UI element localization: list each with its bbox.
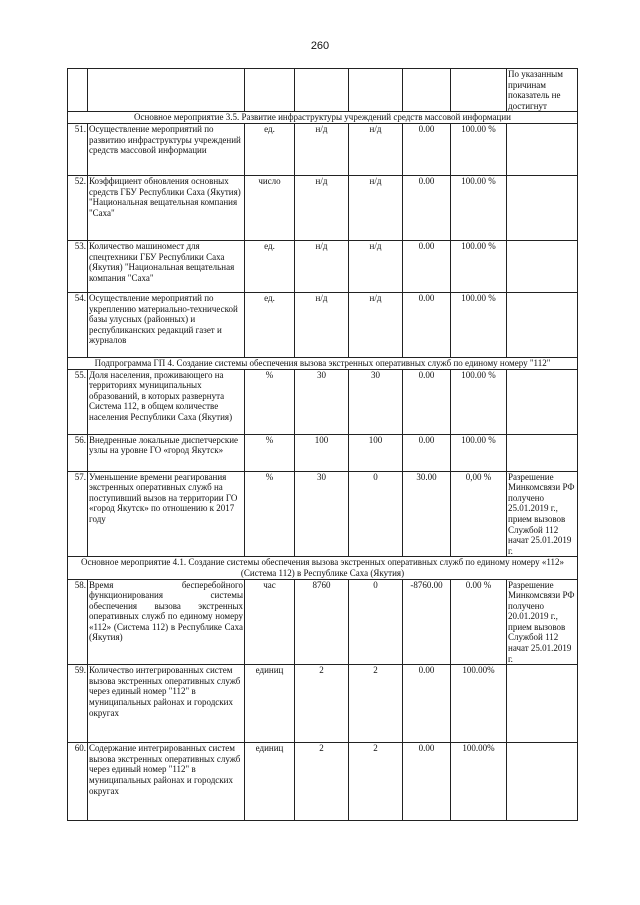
note-cell: [507, 240, 578, 292]
percent-value: 100.00%: [451, 743, 507, 821]
table-row: [68, 69, 578, 112]
fact-value: н/д: [349, 240, 403, 292]
page-number: 260: [310, 40, 330, 52]
section-row: [68, 357, 578, 369]
indicator-name: Время бесперебойного функционирования системы обеспечения вызова экстренных оперативных служб по единому номеру «112» (Система 112) в Республике Саха (Якутия): [88, 579, 245, 665]
row-number: 56.: [68, 434, 88, 471]
plan-value: н/д: [295, 292, 349, 357]
section-title: Основное мероприятие 4.1. Создание системы обеспечения вызова экстренных оперативных служб по единому номеру «112» (Система 112) в Республике Саха (Якутия): [68, 557, 578, 579]
row-number: 60.: [68, 743, 88, 821]
indicator-name: Осуществление мероприятий по укреплению материально-технической базы улусных (районных) и республиканских редакций газет и журналов: [88, 292, 245, 357]
deviation-value: 0.00: [403, 123, 451, 175]
unit-cell: число: [245, 175, 295, 240]
table-row: [68, 123, 578, 175]
percent-value: 100.00 %: [451, 240, 507, 292]
note-cell: [507, 292, 578, 357]
note-cell: [507, 369, 578, 434]
note-cell: [507, 743, 578, 821]
fact-value: 100: [349, 434, 403, 471]
deviation-value: -8760.00: [403, 579, 451, 665]
unit-cell: %: [245, 369, 295, 434]
row-number: 53.: [68, 240, 88, 292]
fact-value: н/д: [349, 123, 403, 175]
percent-value: 0,00 %: [451, 471, 507, 557]
row-number: 59.: [68, 665, 88, 743]
plan-value: н/д: [295, 123, 349, 175]
deviation-value: 0.00: [403, 434, 451, 471]
unit-cell: ед.: [245, 292, 295, 357]
fact-value: 30: [349, 369, 403, 434]
deviation-value: 0.00: [403, 665, 451, 743]
deviation-value: 0.00: [403, 369, 451, 434]
section-row: [68, 557, 578, 579]
plan-value: 8760: [295, 579, 349, 665]
deviation-value: 0.00: [403, 240, 451, 292]
table-row: [68, 665, 578, 743]
fact-value: 0: [349, 579, 403, 665]
plan-value: н/д: [295, 175, 349, 240]
indicator-name: Осуществление мероприятий по развитию инфраструктуры учреждений средств массовой информации: [88, 123, 245, 175]
percent-value: 100.00 %: [451, 434, 507, 471]
note-cell: По указанным причинам показатель не достигнут: [507, 69, 578, 112]
indicator-name: Внедренные локальные диспетчерские узлы на уровне ГО «город Якутск»: [88, 434, 245, 471]
indicator-name: Содержание интегрированных систем вызова экстренных оперативных служб через единый номер "112" в муниципальных районах и городских округах: [88, 743, 245, 821]
plan-value: 2: [295, 743, 349, 821]
note-cell: [507, 434, 578, 471]
row-number: 54.: [68, 292, 88, 357]
unit-cell: ед.: [245, 123, 295, 175]
fact-value: 2: [349, 665, 403, 743]
percent-value: 100.00 %: [451, 292, 507, 357]
indicator-name: Количество интегрированных систем вызова экстренных оперативных служб через единый номер "112" в муниципальных районах и городских округах: [88, 665, 245, 743]
table-row: [68, 292, 578, 357]
unit-cell: час: [245, 579, 295, 665]
table-row: [68, 240, 578, 292]
table-row: [68, 471, 578, 557]
unit-cell: единиц: [245, 665, 295, 743]
table-row: [68, 743, 578, 821]
deviation-value: 0.00: [403, 175, 451, 240]
row-number: 55.: [68, 369, 88, 434]
indicator-name: Доля населения, проживающего на территориях муниципальных образований, в которых развернута Система 112, в общем количестве населения Республики Саха (Якутия): [88, 369, 245, 434]
fact-value: 0: [349, 471, 403, 557]
table-row: [68, 175, 578, 240]
row-number: 57.: [68, 471, 88, 557]
percent-value: 100.00 %: [451, 175, 507, 240]
section-title: Подпрограмма ГП 4. Создание системы обеспечения вызова экстренных оперативных служб по единому номеру "112": [68, 357, 578, 369]
plan-value: 2: [295, 665, 349, 743]
table-row: [68, 369, 578, 434]
unit-cell: единиц: [245, 743, 295, 821]
fact-value: н/д: [349, 175, 403, 240]
note-cell: [507, 665, 578, 743]
row-number: 58.: [68, 579, 88, 665]
unit-cell: ед.: [245, 240, 295, 292]
note-cell: [507, 123, 578, 175]
table-row: [68, 579, 578, 665]
deviation-value: 30.00: [403, 471, 451, 557]
indicator-name: Уменьшение времени реагирования экстренных оперативных служб на поступивший вызов на территории ГО «город Якутск» по отношению к 2017 году: [88, 471, 245, 557]
percent-value: 100.00 %: [451, 369, 507, 434]
indicators-table: [67, 68, 578, 821]
plan-value: 30: [295, 369, 349, 434]
percent-value: 0.00 %: [451, 579, 507, 665]
percent-value: 100.00%: [451, 665, 507, 743]
note-cell: Разрешение Минкомсвязи РФ получено 20.01.2019 г., прием вызовов Службой 112 начат 25.01.2019 г.: [507, 579, 578, 665]
unit-cell: %: [245, 471, 295, 557]
section-row: [68, 112, 578, 124]
indicator-name: Количество машиномест для спецтехники ГБУ Республики Саха (Якутия) "Национальная вещательная компания "Саха": [88, 240, 245, 292]
row-number: 52.: [68, 175, 88, 240]
plan-value: 100: [295, 434, 349, 471]
unit-cell: %: [245, 434, 295, 471]
fact-value: 2: [349, 743, 403, 821]
plan-value: 30: [295, 471, 349, 557]
plan-value: н/д: [295, 240, 349, 292]
fact-value: н/д: [349, 292, 403, 357]
row-number: 51.: [68, 123, 88, 175]
table-row: [68, 434, 578, 471]
deviation-value: 0.00: [403, 292, 451, 357]
note-cell: Разрешение Минкомсвязи РФ получено 25.01.2019 г., прием вызовов Службой 112 начат 25.01.2019 г.: [507, 471, 578, 557]
note-cell: [507, 175, 578, 240]
indicator-name: Коэффициент обновления основных средств ГБУ Республики Саха (Якутия) "Национальная вещательная компания "Саха": [88, 175, 245, 240]
deviation-value: 0.00: [403, 743, 451, 821]
percent-value: 100.00 %: [451, 123, 507, 175]
section-title: Основное мероприятие 3.5. Развитие инфраструктуры учреждений средств массовой информации: [68, 112, 578, 124]
